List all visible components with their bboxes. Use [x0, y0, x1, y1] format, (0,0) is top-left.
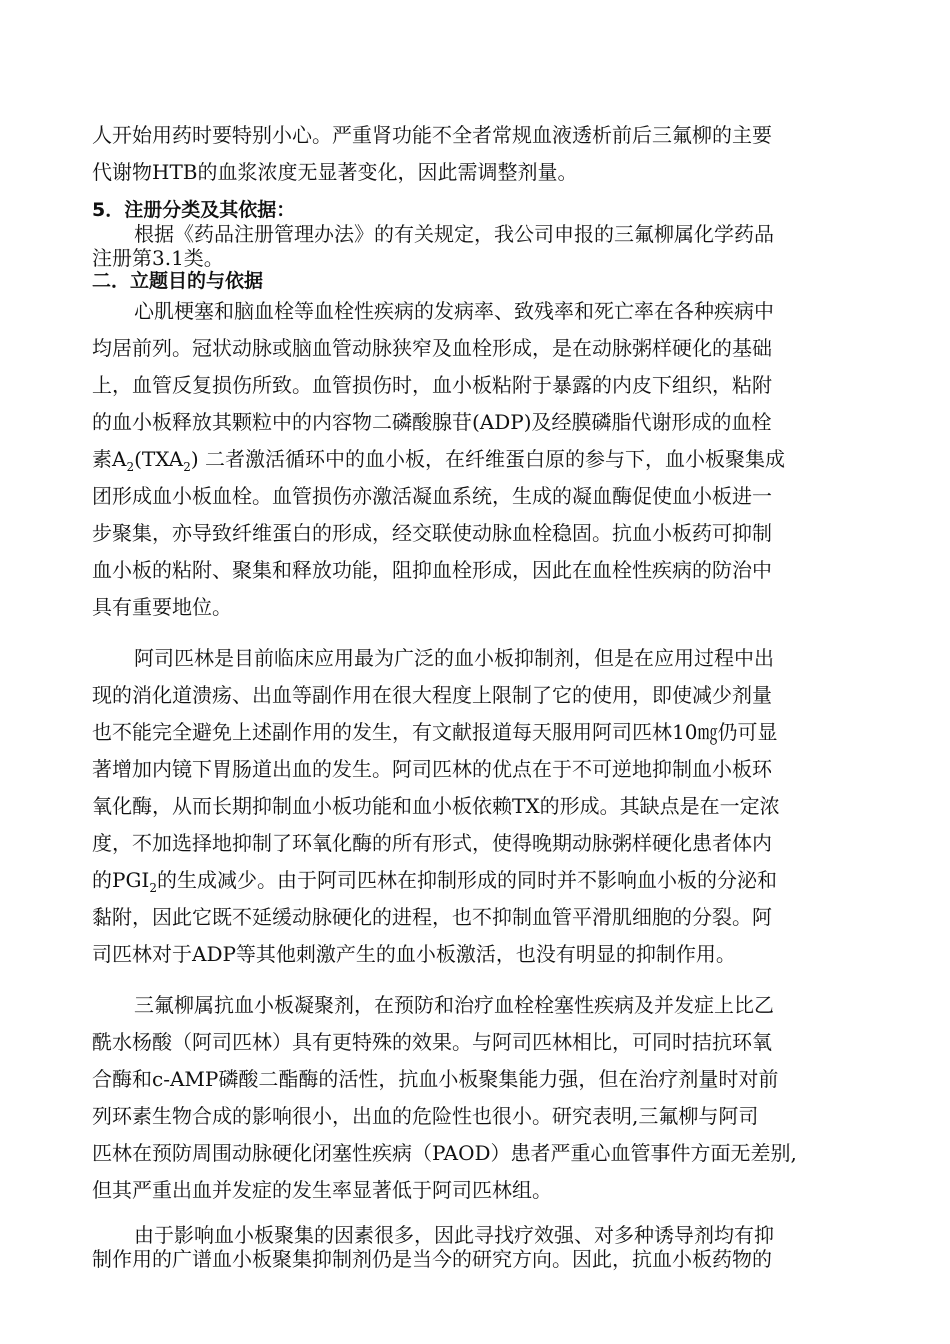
text-line: 上，血管反复损伤所致。血管损伤时，血小板粘附于暴露的内皮下组织，粘附 — [92, 373, 772, 397]
text-fragment: 的PGI — [92, 868, 150, 892]
section-5-heading: 5．注册分类及其依据： — [92, 199, 296, 221]
paragraph-renal-dosing — [92, 117, 862, 191]
text-line: 司匹林对于ADP等其他刺激产生的血小板激活，也没有明显的抑制作用。 — [92, 942, 736, 966]
text-line: 列环素生物合成的影响很小，出血的危险性也很小。研究表明,三氟柳与阿司 — [92, 1104, 759, 1128]
text-line: 氧化酶，从而长期抑制血小板功能和血小板依赖TX的形成。其缺点是在一定浓 — [92, 794, 780, 818]
paragraph-research-direction — [92, 1223, 862, 1271]
text-line — [92, 862, 862, 899]
text-line: 也不能完全避免上述副作用的发生，有文献报道每天服用阿司匹林10㎎仍可显 — [92, 720, 778, 744]
text-line: 现的消化道溃疡、出血等副作用在很大程度上限制了它的使用，即使减少剂量 — [92, 683, 772, 707]
text-line: 由于影响血小板聚集的因素很多，因此寻找疗效强、对多种诱导剂均有抑 — [134, 1223, 774, 1247]
paragraph-triflusal — [92, 987, 862, 1209]
text-line: 团形成血小板血栓。血管损伤亦激活凝血系统，生成的凝血酶促使血小板进一 — [92, 484, 772, 508]
subscript: 2 — [126, 460, 135, 474]
text-line: 心肌梗塞和脑血栓等血栓性疾病的发病率、致残率和死亡率在各种疾病中 — [134, 299, 774, 323]
text-line: 酰水杨酸（阿司匹林）具有更特殊的效果。与阿司匹林相比，可同时拮抗环氧 — [92, 1030, 772, 1054]
text-line: 注册第3.1类。 — [92, 246, 224, 270]
text-line: 合酶和c-AMP磷酸二酯酶的活性，抗血小板聚集能力强，但在治疗剂量时对前 — [92, 1067, 779, 1091]
text-line: 步聚集，亦导致纤维蛋白的形成，经交联使动脉血栓稳固。抗血小板药可抑制 — [92, 521, 772, 545]
text-line: 的血小板释放其颗粒中的内容物二磷酸腺苷(ADP)及经膜磷脂代谢形成的血栓 — [92, 410, 772, 434]
text-line: 三氟柳属抗血小板凝聚剂，在预防和治疗血栓栓塞性疾病及并发症上比乙 — [134, 993, 774, 1017]
text-line: 著增加内镜下胃肠道出血的发生。阿司匹林的优点在于不可逆地抑制血小板环 — [92, 757, 772, 781]
paragraph-registration — [92, 222, 862, 270]
text-line: 根据《药品注册管理办法》的有关规定，我公司申报的三氟柳属化学药品 — [134, 222, 774, 246]
text-line: 具有重要地位。 — [92, 595, 232, 619]
section-2-heading: 二．立题目的与依据 — [92, 270, 264, 292]
text-line: 阿司匹林是目前临床应用最为广泛的血小板抑制剂，但是在应用过程中出 — [134, 646, 774, 670]
text-fragment: (TXA — [134, 447, 184, 471]
paragraph-aspirin — [92, 640, 862, 973]
text-fragment: 素A — [92, 447, 127, 471]
paragraph-thrombosis — [92, 293, 862, 626]
subscript: 2 — [183, 460, 191, 474]
text-line: 人开始用药时要特别小心。严重肾功能不全者常规血液透析前后三氟柳的主要 — [92, 123, 772, 147]
text-line: 度，不加选择地抑制了环氧化酶的所有形式，使得晚期动脉粥样硬化患者体内 — [92, 831, 772, 855]
text-line: 制作用的广谱血小板聚集抑制剂仍是当今的研究方向。因此，抗血小板药物的 — [92, 1247, 772, 1271]
text-line: 血小板的粘附、聚集和释放功能，阻抑血栓形成，因此在血栓性疾病的防治中 — [92, 558, 772, 582]
subscript: 2 — [149, 881, 157, 895]
text-line: 代谢物HTB的血浆浓度无显著变化，因此需调整剂量。 — [92, 160, 578, 184]
document-body — [92, 117, 862, 1271]
text-fragment: 的生成减少。由于阿司匹林在抑制形成的同时并不影响血小板的分泌和 — [156, 868, 777, 892]
text-line — [92, 441, 862, 478]
text-line: 匹林在预防周围动脉硬化闭塞性疾病（PAOD）患者严重心血管事件方面无差别, — [92, 1141, 797, 1165]
text-line: 均居前列。冠状动脉或脑血管动脉狭窄及血栓形成，是在动脉粥样硬化的基础 — [92, 336, 772, 360]
text-fragment: ) 二者激活循环中的血小板，在纤维蛋白原的参与下，血小板聚集成 — [190, 447, 786, 471]
text-line: 黏附，因此它既不延缓动脉硬化的进程，也不抑制血管平滑肌细胞的分裂。阿 — [92, 905, 772, 929]
text-line: 但其严重出血并发症的发生率显著低于阿司匹林组。 — [92, 1178, 552, 1202]
